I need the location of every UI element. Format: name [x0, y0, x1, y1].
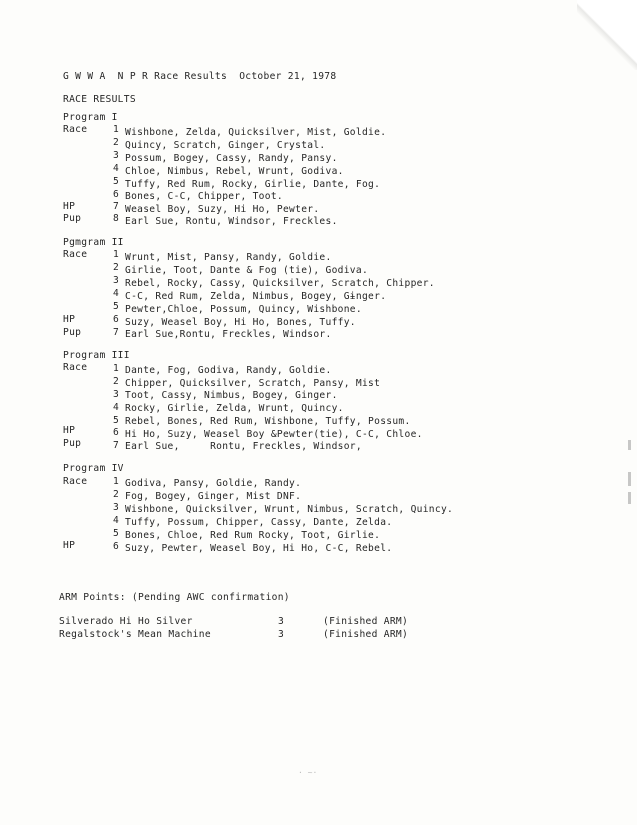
race-results: Earl Sue, Rontu, Windsor, Freckles.	[125, 216, 338, 227]
race-results: Weasel Boy, Suzy, Hi Ho, Pewter.	[125, 204, 320, 215]
race-results: Rebel, Bones, Red Rum, Wishbone, Tuffy, Possum.	[125, 416, 411, 427]
race-results: Wishbone, Zelda, Quicksilver, Mist, Goldie.	[125, 127, 387, 138]
race-results: Suzy, Weasel Boy, Hi Ho, Bones, Tuffy.	[125, 317, 356, 328]
race-number: 1	[113, 476, 120, 487]
edge-mark	[628, 492, 631, 504]
arm-points-value: 3	[278, 616, 285, 627]
race-results: Tuffy, Possum, Chipper, Cassy, Dante, Zelda.	[125, 517, 393, 528]
race-number: 7	[113, 327, 120, 338]
race-results: Tuffy, Red Rum, Rocky, Girlie, Dante, Fog.	[125, 179, 381, 190]
row-label: HP	[63, 201, 76, 212]
arm-points-value: 3	[278, 629, 285, 640]
race-number: 2	[113, 489, 120, 500]
race-number: 3	[113, 502, 120, 513]
race-number: 5	[113, 301, 120, 312]
race-number: 4	[113, 163, 120, 174]
race-results: C-C, Red Rum, Zelda, Nimbus, Bogey, Gɨnger.	[125, 291, 387, 302]
edge-mark	[628, 472, 631, 486]
race-number: 3	[113, 150, 120, 161]
arm-note: (Finished ARM)	[323, 629, 409, 640]
race-number: 3	[113, 275, 120, 286]
race-results: Quincy, Scratch, Ginger, Crystal.	[125, 140, 326, 151]
row-label: HP	[63, 540, 76, 551]
race-number: 6	[113, 541, 120, 552]
race-results: Earl Sue, Rontu, Freckles, Windsor,	[125, 441, 362, 452]
race-number: 4	[113, 288, 120, 299]
page-fold	[577, 0, 637, 70]
race-number: 5	[113, 415, 120, 426]
race-number: 5	[113, 176, 120, 187]
race-results: Wrunt, Mist, Pansy, Randy, Goldie.	[125, 252, 332, 263]
row-label: Pup	[63, 438, 82, 449]
arm-note: (Finished ARM)	[323, 616, 409, 627]
program-heading: Program III	[63, 350, 130, 361]
race-results: Fog, Bogey, Ginger, Mist DNF.	[125, 491, 302, 502]
race-number: 6	[113, 314, 120, 325]
stray-mark: · ~·	[298, 768, 318, 777]
row-label: Race	[63, 476, 88, 487]
row-label: Pup	[63, 327, 82, 338]
race-number: 4	[113, 402, 120, 413]
row-label: HP	[63, 314, 76, 325]
section-title: RACE RESULTS	[63, 94, 136, 105]
race-results: Girlie, Toot, Dante & Fog (tie), Godiva.	[125, 265, 369, 276]
program-heading: Pgmgram II	[63, 237, 124, 248]
race-results: Rocky, Girlie, Zelda, Wrunt, Quincy.	[125, 403, 344, 414]
program-heading: Program IV	[63, 463, 124, 474]
arm-dog-name: Silverado Hi Ho Silver	[59, 616, 193, 627]
row-label: Pup	[63, 213, 82, 224]
race-number: 8	[113, 213, 120, 224]
race-results: Hi Ho, Suzy, Weasel Boy &Pewter(tie), C-C, Chloe.	[125, 429, 423, 440]
race-number: 1	[113, 363, 120, 374]
race-results: Toot, Cassy, Nimbus, Bogey, Ginger.	[125, 390, 338, 401]
race-results: Bones, C-C, Chipper, Toot.	[125, 191, 283, 202]
race-number: 2	[113, 262, 120, 273]
arm-points-title: ARM Points: (Pending AWC confirmation)	[59, 592, 290, 603]
race-results: Chloe, Nimbus, Rebel, Wrunt, Godiva.	[125, 166, 344, 177]
race-number: 3	[113, 389, 120, 400]
arm-dog-name: Regalstock's Mean Machine	[59, 629, 211, 640]
race-results: Possum, Bogey, Cassy, Randy, Pansy.	[125, 153, 338, 164]
row-label: HP	[63, 425, 76, 436]
race-results: Bones, Chloe, Red Rum Rocky, Toot, Girlie.	[125, 530, 381, 541]
race-results: Dante, Fog, Godiva, Randy, Goldie.	[125, 365, 332, 376]
program-heading: Program I	[63, 112, 118, 123]
row-label: Race	[63, 124, 88, 135]
race-results: Earl Sue,Rontu, Freckles, Windsor.	[125, 329, 332, 340]
race-number: 6	[113, 427, 120, 438]
race-results: Chipper, Quicksilver, Scratch, Pansy, Mist	[125, 378, 381, 389]
race-number: 2	[113, 137, 120, 148]
race-results: Rebel, Rocky, Cassy, Quicksilver, Scratch, Chipper.	[125, 278, 435, 289]
document-title: G W W A N P R Race Results October 21, 1978	[63, 71, 337, 82]
race-number: 6	[113, 189, 120, 200]
race-results: Wishbone, Quicksilver, Wrunt, Nimbus, Scratch, Quincy.	[125, 504, 454, 515]
race-number: 2	[113, 376, 120, 387]
race-number: 1	[113, 249, 120, 260]
race-results: Godiva, Pansy, Goldie, Randy.	[125, 478, 302, 489]
race-number: 5	[113, 528, 120, 539]
row-label: Race	[63, 249, 88, 260]
race-number: 4	[113, 515, 120, 526]
race-results: Suzy, Pewter, Weasel Boy, Hi Ho, C-C, Rebel.	[125, 543, 393, 554]
race-number: 1	[113, 124, 120, 135]
race-number: 7	[113, 440, 120, 451]
race-number: 7	[113, 201, 120, 212]
race-results: Pewter,Chloe, Possum, Quincy, Wishbone.	[125, 304, 362, 315]
row-label: Race	[63, 362, 88, 373]
edge-mark	[628, 440, 631, 450]
